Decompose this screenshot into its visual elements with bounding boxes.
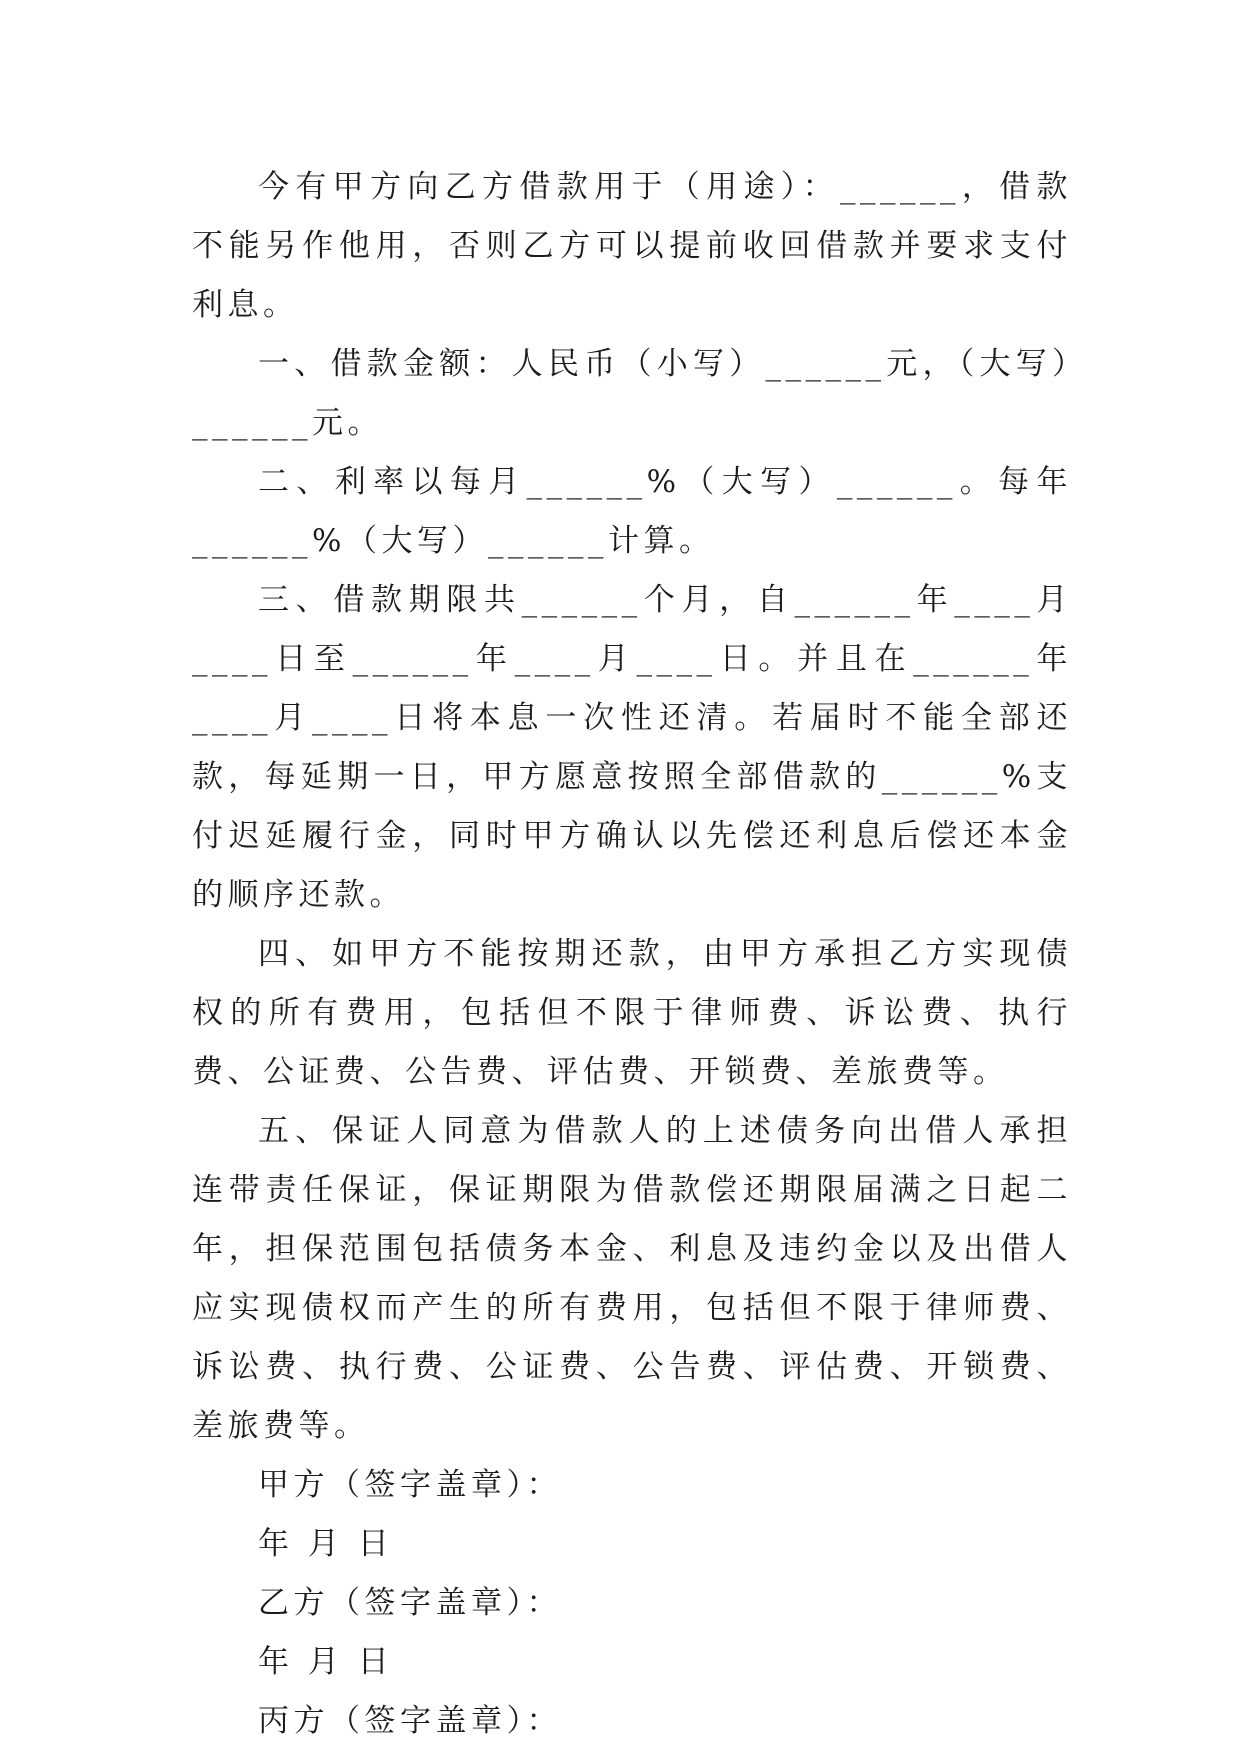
date-party-a: 年 月 日 bbox=[258, 1526, 394, 1562]
signature-party-c: 丙方（签字盖章）： bbox=[258, 1703, 562, 1739]
signature-party-b: 乙方（签字盖章）： bbox=[258, 1585, 562, 1621]
signature-party-a: 甲方（签字盖章）： bbox=[258, 1467, 562, 1503]
paragraph-loan-amount: 一、借款金额：人民币（小写）______元，（大写）______元。 bbox=[192, 346, 1072, 441]
date-party-b: 年 月 日 bbox=[258, 1644, 394, 1680]
paragraph-guarantee: 五、保证人同意为借款人的上述债务向出借人承担连带责任保证，保证期限为借款偿还期限届满之日起二年，担保范围包括债务本金、利息及违约金以及出借人应实现债权而产生的所有费用，包括但不限于律师费、诉讼费、执行费、公证费、公告费、评估费、开锁费、差旅费等。 bbox=[192, 1113, 1072, 1444]
paragraph-loan-term: 三、借款期限共______个月，自______年____月____日至______年____月____日。并且在______年____月____日将本息一次性还清。若届时不能全部还款，每延期一日，甲方愿意按照全部借款的______%支付迟延履行金，同时甲方确认以先偿还利息后偿还本金的顺序还款。 bbox=[192, 582, 1072, 913]
paragraph-interest-rate: 二、利率以每月______%（大写）______。每年______%（大写）______计算。 bbox=[192, 464, 1072, 559]
paragraph-purpose: 今有甲方向乙方借款用于（用途）：______，借款不能另作他用，否则乙方可以提前收回借款并要求支付利息。 bbox=[192, 169, 1072, 323]
document-body bbox=[192, 158, 1072, 1751]
paragraph-default-costs: 四、如甲方不能按期还款，由甲方承担乙方实现债权的所有费用，包括但不限于律师费、诉讼费、执行费、公证费、公告费、评估费、开锁费、差旅费等。 bbox=[192, 936, 1072, 1090]
